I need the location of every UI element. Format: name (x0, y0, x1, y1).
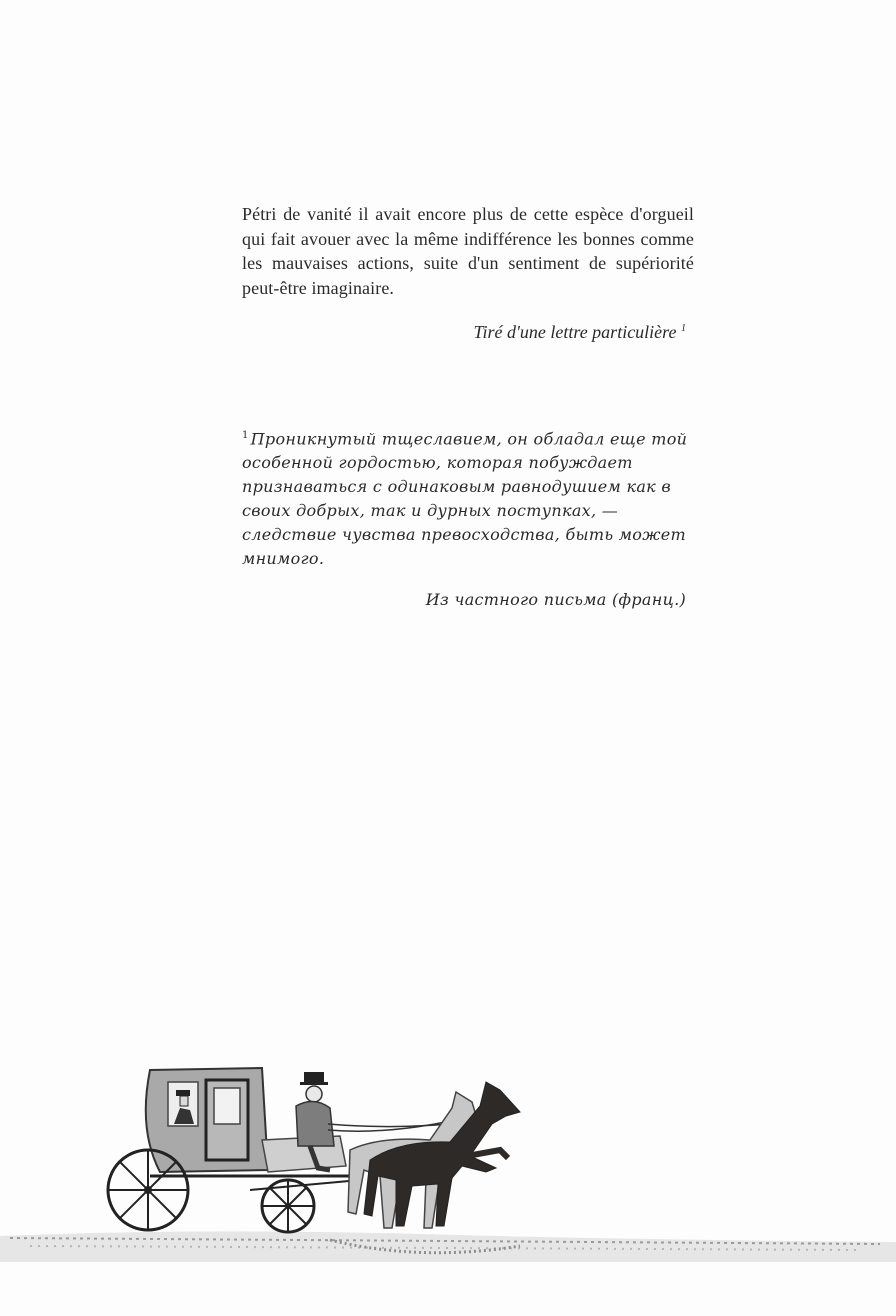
epigraph-source-text: Tiré d'une lettre particulière (473, 322, 677, 342)
footnote-text: Проникнутый тщеславием, он обладал еще той особенной гордостью, которая побуждает признаваться с одинаковым равнодушием как в своих добрых, так и дурных поступках, — следствие чувства превосходства, быть может мнимого. (242, 429, 688, 569)
carriage-illustration (0, 1050, 896, 1316)
footnote-source (426, 590, 686, 609)
epigraph-source (474, 322, 686, 343)
rear-wheel (108, 1150, 188, 1230)
epigraph-french (242, 202, 694, 300)
epigraph-text: Pétri de vanité il avait encore plus de cette espèce d'orgueil qui fait avouer avec la même indifférence les bonnes comme les mauvaises actions, suite d'un sentiment de supériorité peut-être imaginaire. (242, 204, 694, 298)
footnote-source-text: Из частного письма (франц.) (425, 590, 686, 609)
footnote-marker: 1 (242, 430, 249, 441)
front-wheel (262, 1180, 314, 1232)
ground-strip (0, 1231, 896, 1262)
footnote-reference[interactable]: 1 (681, 323, 686, 334)
footnote-translation (242, 424, 694, 571)
